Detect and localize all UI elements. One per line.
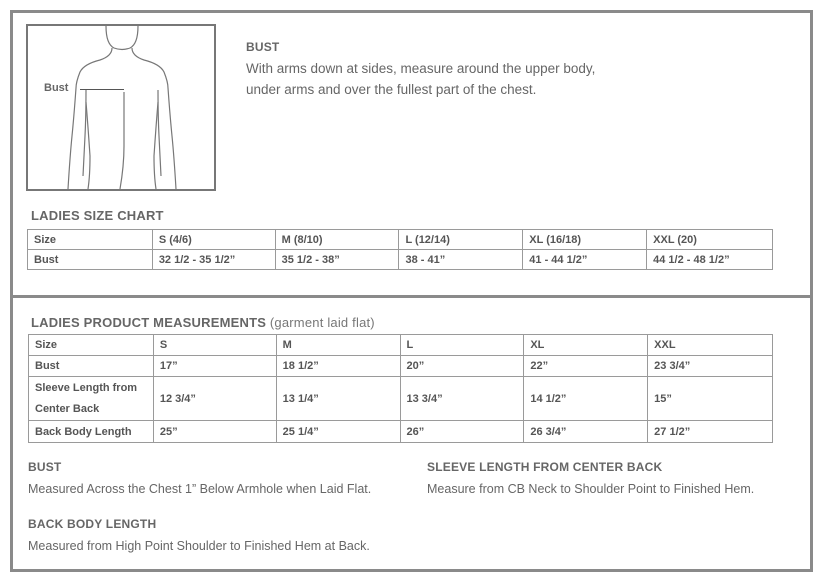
table-cell: 17” xyxy=(153,356,276,377)
table-cell: Bust xyxy=(29,356,154,377)
table-cell: 27 1/2” xyxy=(648,421,773,443)
table-cell: XL xyxy=(524,335,648,356)
table-cell: Back Body Length xyxy=(29,421,154,443)
size-chart-table xyxy=(27,229,773,270)
table-cell: M xyxy=(276,335,400,356)
table-cell: Size xyxy=(29,335,154,356)
bust-leader-line xyxy=(80,89,124,90)
back-length-note-text: Measured from High Point Shoulder to Finished Hem at Back. xyxy=(28,539,370,553)
table-cell: 35 1/2 - 38” xyxy=(275,250,399,270)
table-row xyxy=(29,356,773,377)
table-cell: Sleeve Length from Center Back xyxy=(29,377,154,421)
table-cell: L xyxy=(400,335,524,356)
bust-instruction-line-1: With arms down at sides, measure around the upper body, xyxy=(246,61,596,76)
bust-instruction-line-2: under arms and over the fullest part of the chest. xyxy=(246,82,537,97)
table-cell: Bust xyxy=(28,250,153,270)
table-cell: XXL (20) xyxy=(647,230,773,250)
table-cell: S xyxy=(153,335,276,356)
measurements-title xyxy=(31,315,375,330)
table-cell: Size xyxy=(28,230,153,250)
table-cell: 26” xyxy=(400,421,524,443)
body-figure xyxy=(26,24,216,191)
table-cell: 18 1/2” xyxy=(276,356,400,377)
table-cell: 32 1/2 - 35 1/2” xyxy=(152,250,275,270)
table-cell: 13 1/4” xyxy=(276,377,400,421)
table-cell: 25 1/4” xyxy=(276,421,400,443)
table-cell: 20” xyxy=(400,356,524,377)
table-cell: XL (16/18) xyxy=(523,230,647,250)
measurements-table xyxy=(28,334,773,443)
table-cell: 12 3/4” xyxy=(153,377,276,421)
table-row xyxy=(29,421,773,443)
table-cell: 41 - 44 1/2” xyxy=(523,250,647,270)
bust-heading: BUST xyxy=(246,40,280,54)
bust-note-title: BUST xyxy=(28,460,62,474)
table-row xyxy=(28,230,773,250)
table-cell: 44 1/2 - 48 1/2” xyxy=(647,250,773,270)
table-cell: S (4/6) xyxy=(152,230,275,250)
table-cell: L (12/14) xyxy=(399,230,523,250)
table-row xyxy=(28,250,773,270)
size-chart-title: LADIES SIZE CHART xyxy=(31,208,164,223)
sleeve-note-title: SLEEVE LENGTH FROM CENTER BACK xyxy=(427,460,663,474)
table-cell: 25” xyxy=(153,421,276,443)
measurements-subtitle: (garment laid flat) xyxy=(269,315,375,330)
back-length-note-title: BACK BODY LENGTH xyxy=(28,517,157,531)
table-row xyxy=(29,377,773,421)
table-cell: 23 3/4” xyxy=(648,356,773,377)
table-cell: XXL xyxy=(648,335,773,356)
table-cell: 13 3/4” xyxy=(400,377,524,421)
bust-note-text: Measured Across the Chest 1” Below Armhole when Laid Flat. xyxy=(28,482,372,496)
measurements-title-text: LADIES PRODUCT MEASUREMENTS xyxy=(31,315,267,330)
table-cell: 26 3/4” xyxy=(524,421,648,443)
table-cell: 22” xyxy=(524,356,648,377)
table-cell: 15” xyxy=(648,377,773,421)
body-outline-drawing xyxy=(28,26,214,189)
sleeve-note-text: Measure from CB Neck to Shoulder Point to Finished Hem. xyxy=(427,482,755,496)
table-cell: M (8/10) xyxy=(275,230,399,250)
figure-bust-label: Bust xyxy=(44,82,69,94)
table-row xyxy=(29,335,773,356)
table-cell: 38 - 41” xyxy=(399,250,523,270)
table-cell: 14 1/2” xyxy=(524,377,648,421)
